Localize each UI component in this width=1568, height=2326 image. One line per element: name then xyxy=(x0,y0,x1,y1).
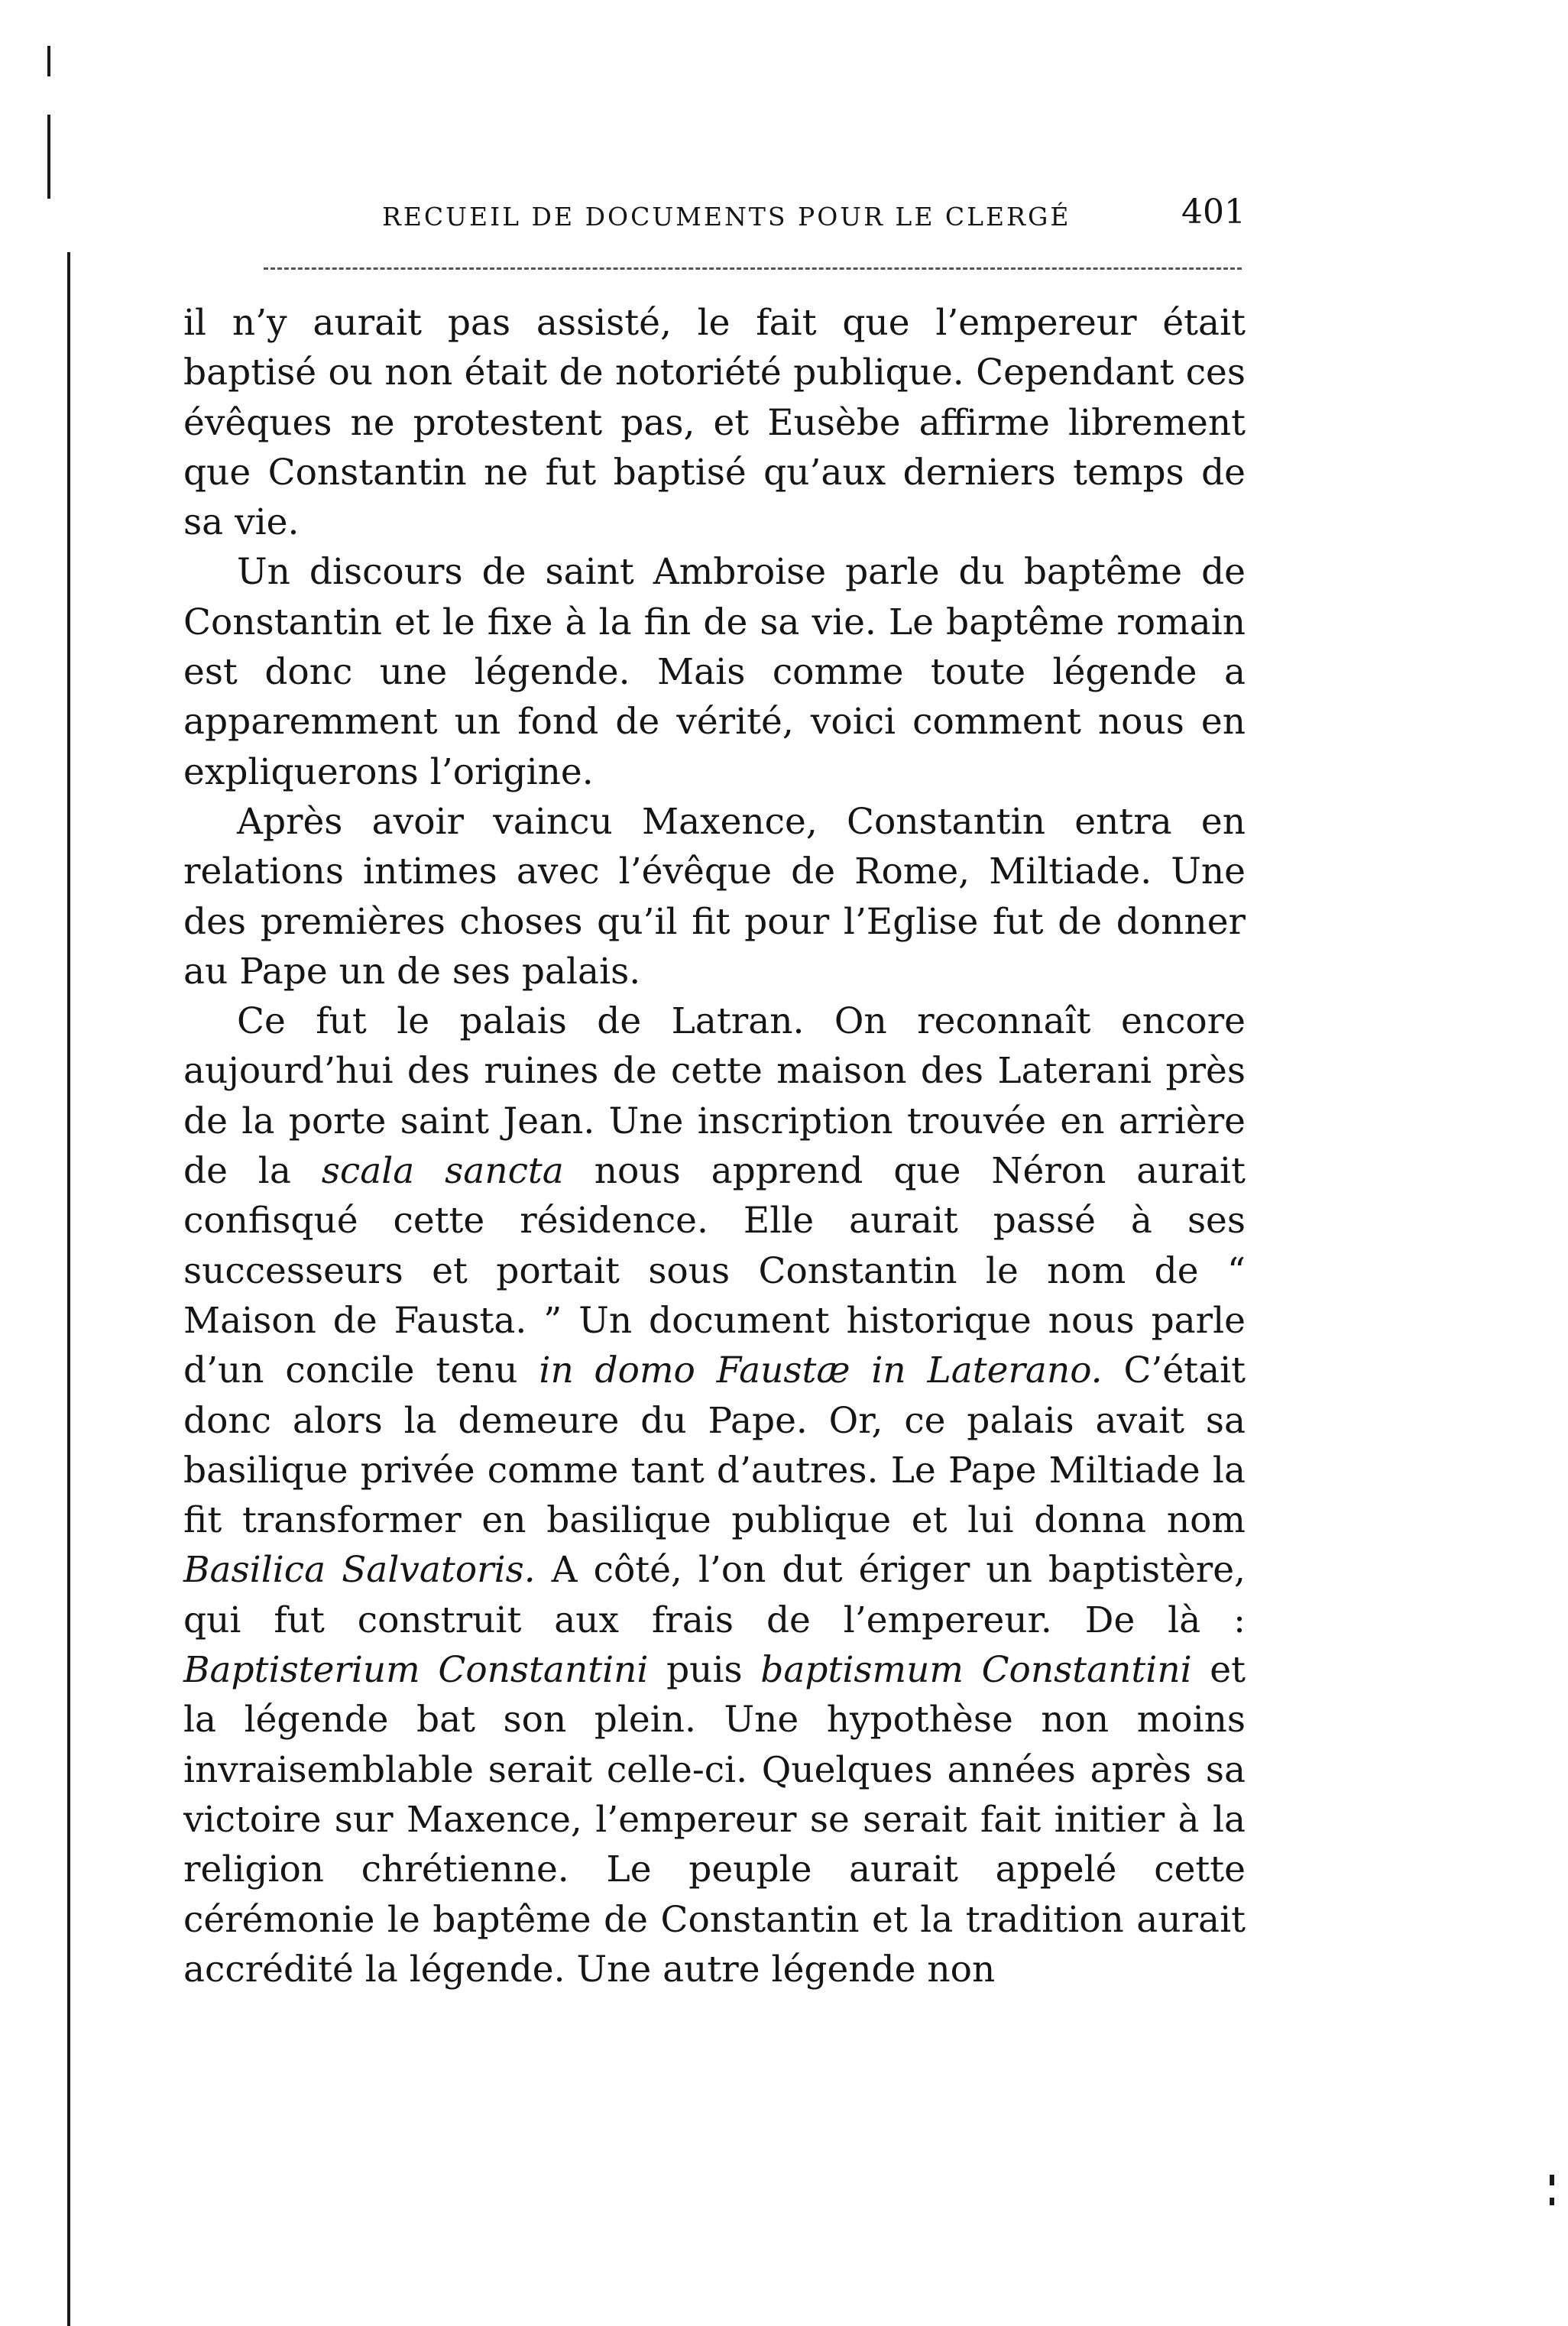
page-number: 401 xyxy=(1181,193,1246,232)
scan-edge-mark xyxy=(47,46,50,76)
italic-phrase: scala sancta xyxy=(321,1150,564,1193)
text-run: Ce fut le palais de Latran. On reconnaît encore aujourd’hui des ruines de cette maison des Laterani près de la porte saint Jean. Une inscription trouvée en arrière de la xyxy=(183,1000,1246,1193)
text-run: Un discours de saint Ambroise parle du baptême de Constantin et le fixe à la fin de sa vie. Le baptême romain est donc une légende. Mais comme toute légende a apparemment un fond de vérité, voici comment nous en expliquerons l’origine. xyxy=(183,551,1246,793)
paragraph xyxy=(183,797,1246,996)
text-run: puis xyxy=(648,1649,761,1692)
paragraph xyxy=(183,298,1246,547)
text-run: C’était donc alors la demeure du Pape. Or, ce palais avait sa basilique privée comme tant d’autres. Le Pape Miltiade la fit transformer en basilique publique et lui donna nom xyxy=(183,1349,1246,1542)
italic-phrase: in domo Faustæ in Laterano. xyxy=(539,1349,1103,1392)
book-gutter-edge xyxy=(67,252,70,2326)
paragraph xyxy=(183,547,1246,796)
text-run: et la légende bat son plein. Une hypothèse non moins invraisemblable serait celle-ci. Quelques années après sa victoire sur Maxence, l’empereur se serait fait initier à la religion chrétienne. Le peuple aurait appelé cette cérémonie le baptême de Constantin et la tradition aurait accrédité la légende. Une autre légende non xyxy=(183,1649,1246,1991)
text-run: Après avoir vaincu Maxence, Constantin entra en relations intimes avec l’évêque de Rome, Miltiade. Une des premières choses qu’il fit pour l’Eglise fut de donner au Pape un de ses palais. xyxy=(183,800,1246,993)
italic-phrase: Basilica Salvatoris. xyxy=(183,1549,536,1592)
text-run: A côté, l’on dut ériger un baptistère, qui fut construit aux frais de l’empereur. De là : xyxy=(183,1549,1246,1641)
scan-edge-mark xyxy=(1550,2198,1554,2205)
running-title: RECUEIL DE DOCUMENTS POUR LE CLERGÉ xyxy=(382,202,1071,232)
italic-phrase: baptismum Constantini xyxy=(760,1649,1192,1692)
text-run: il n’y aurait pas assisté, le fait que l’empereur était baptisé ou non était de notoriété publique. Cependant ces évêques ne protestent pas, et Eusèbe affirme librement que Constantin ne fut baptisé qu’aux derniers temps de sa vie. xyxy=(183,302,1246,544)
paragraph xyxy=(183,996,1246,1994)
italic-phrase: Baptisterium Constantini xyxy=(183,1649,649,1692)
header-rule xyxy=(264,267,1242,270)
running-header xyxy=(382,193,1246,246)
scan-edge-mark xyxy=(1550,2175,1554,2185)
text-run: nous apprend que Néron aurait confisqué cette résidence. Elle aurait passé à ses successeurs et portait sous Constantin le nom de “ Maison de Fausta. ” Un document historique nous parle d’un concile tenu xyxy=(183,1150,1246,1392)
scan-edge-mark xyxy=(47,115,50,199)
body-text xyxy=(183,298,1246,1994)
